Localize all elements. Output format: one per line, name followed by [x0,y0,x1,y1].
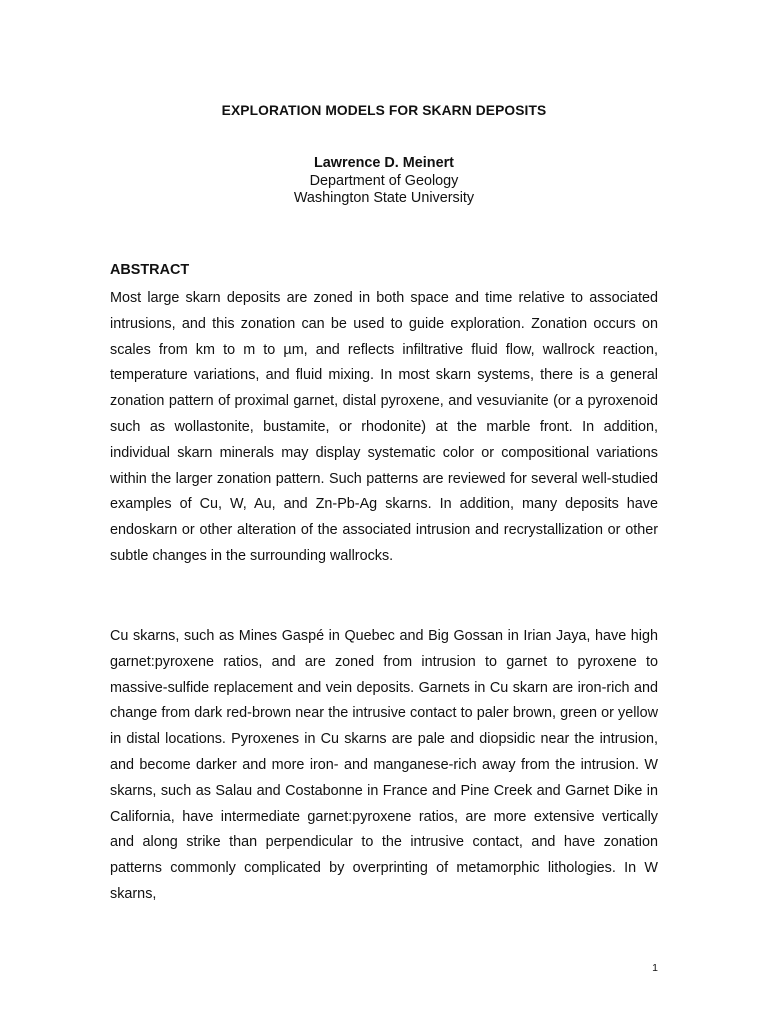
author-institution: Washington State University [293,190,475,206]
page-number: 1 [652,962,658,974]
abstract-heading: ABSTRACT [110,262,190,278]
body-paragraph: Cu skarns, such as Mines Gaspé in Quebec and Big Gossan in Irian Jaya, have high garnet:pyroxene ratios, and are zoned from intrusion to garnet to pyroxene to massive-sulfide replacement and vein deposits. Garnets in Cu skarn are iron-rich and change from dark red-brown near the intrusive contact to paler brown, green or yellow in distal locations. Pyroxenes in Cu skarns are pale and diopsidic near the intrusion, and become darker and more iron- and manganese-rich away from the intrusion. W skarns, such as Salau and Costabonne in France and Pine Creek and Garnet Dike in California, have intermediate garnet:pyroxene ratios, are more extensive vertically and along strike than perpendicular to the intrusive contact, and have zonation patterns commonly complicated by overprinting of metamorphic lithologies. In W skarns, [110,628,658,902]
author-name: Lawrence D. Meinert [314,155,454,171]
author-block [0,155,768,208]
author-department: Department of Geology [309,172,459,189]
document-title: EXPLORATION MODELS FOR SKARN DEPOSITS [221,103,547,118]
abstract-paragraph: Most large skarn deposits are zoned in both space and time relative to associated intrusions, and this zonation can be used to guide exploration. Zonation occurs on scales from km to m to µm, and reflects infiltrative fluid flow, wallrock reaction, temperature variations, and fluid mixing. In most skarn systems, there is a general zonation pattern of proximal garnet, distal pyroxene, and vesuvianite (or a pyroxenoid such as wollastonite, bustamite, or rhodonite) at the marble front. In addition, individual skarn minerals may display systematic color or compositional variations within the larger zonation pattern. Such patterns are reviewed for several well-studied examples of Cu, W, Au, and Zn-Pb-Ag skarns. In addition, many deposits have endoskarn or other alteration of the associated intrusion and recrystallization or other subtle changes in the surrounding wallrocks. [110,290,658,564]
